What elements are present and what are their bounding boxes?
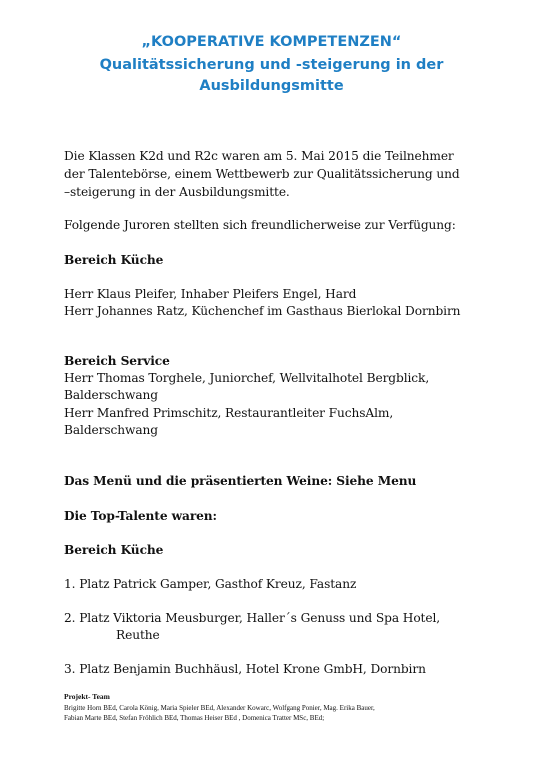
intro-line-2: der Talentebörse, einem Wettbewerb zur Qualitätssicherung und bbox=[64, 167, 460, 181]
intro-line-3: –steigerung in der Ausbildungsmitte. bbox=[64, 185, 290, 199]
footer-line-1: Brigitte Horn BEd, Carola König, Maria Spieler BEd, Alexander Kowarc, Wolfgang Ponier, Mag. Erika Bauer, bbox=[64, 704, 375, 712]
footer-line-2: Fabian Marte BEd, Stefan Fröhlich BEd, Thomas Heiser BEd , Domenica Tratter MSc, BEd; bbox=[64, 714, 325, 722]
kitchen-juror-1: Herr Klaus Pleifer, Inhaber Pleifers Engel, Hard bbox=[64, 287, 357, 301]
result-place-2-line-2: Reuthe bbox=[116, 628, 160, 642]
results-heading: Bereich Küche bbox=[64, 543, 164, 557]
service-juror-1-line-2: Balderschwang bbox=[64, 388, 158, 402]
title-line-3: Ausbildungsmitte bbox=[199, 78, 344, 94]
service-heading: Bereich Service bbox=[64, 354, 170, 368]
result-place-3: 3. Platz Benjamin Buchhäusl, Hotel Krone GmbH, Dornbirn bbox=[64, 662, 426, 676]
result-place-1: 1. Platz Patrick Gamper, Gasthof Kreuz, Fastanz bbox=[64, 577, 357, 591]
service-juror-1-line-1: Herr Thomas Torghele, Juniorchef, Wellvitalhotel Bergblick, bbox=[64, 371, 430, 385]
service-juror-2-line-2: Balderschwang bbox=[64, 423, 158, 437]
title-line-1: „KOOPERATIVE KOMPETENZEN“ bbox=[141, 34, 402, 50]
footer-heading: Projekt- Team bbox=[64, 692, 110, 701]
intro-line-1: Die Klassen K2d und R2c waren am 5. Mai 2015 die Teilnehmer bbox=[64, 149, 454, 163]
jurors-intro: Folgende Juroren stellten sich freundlicherweise zur Verfügung: bbox=[64, 218, 456, 232]
top-talents-heading: Die Top-Talente waren: bbox=[64, 509, 217, 523]
service-juror-2-line-1: Herr Manfred Primschitz, Restaurantleiter FuchsAlm, bbox=[64, 406, 394, 420]
menu-line: Das Menü und die präsentierten Weine: Siehe Menu bbox=[64, 474, 417, 488]
kitchen-juror-2: Herr Johannes Ratz, Küchenchef im Gasthaus Bierlokal Dornbirn bbox=[64, 304, 461, 318]
result-place-2-line-1: 2. Platz Viktoria Meusburger, Haller´s Genuss und Spa Hotel, bbox=[64, 611, 441, 625]
kitchen-heading: Bereich Küche bbox=[64, 253, 164, 267]
title-line-2: Qualitätssicherung und -steigerung in der bbox=[99, 57, 444, 73]
